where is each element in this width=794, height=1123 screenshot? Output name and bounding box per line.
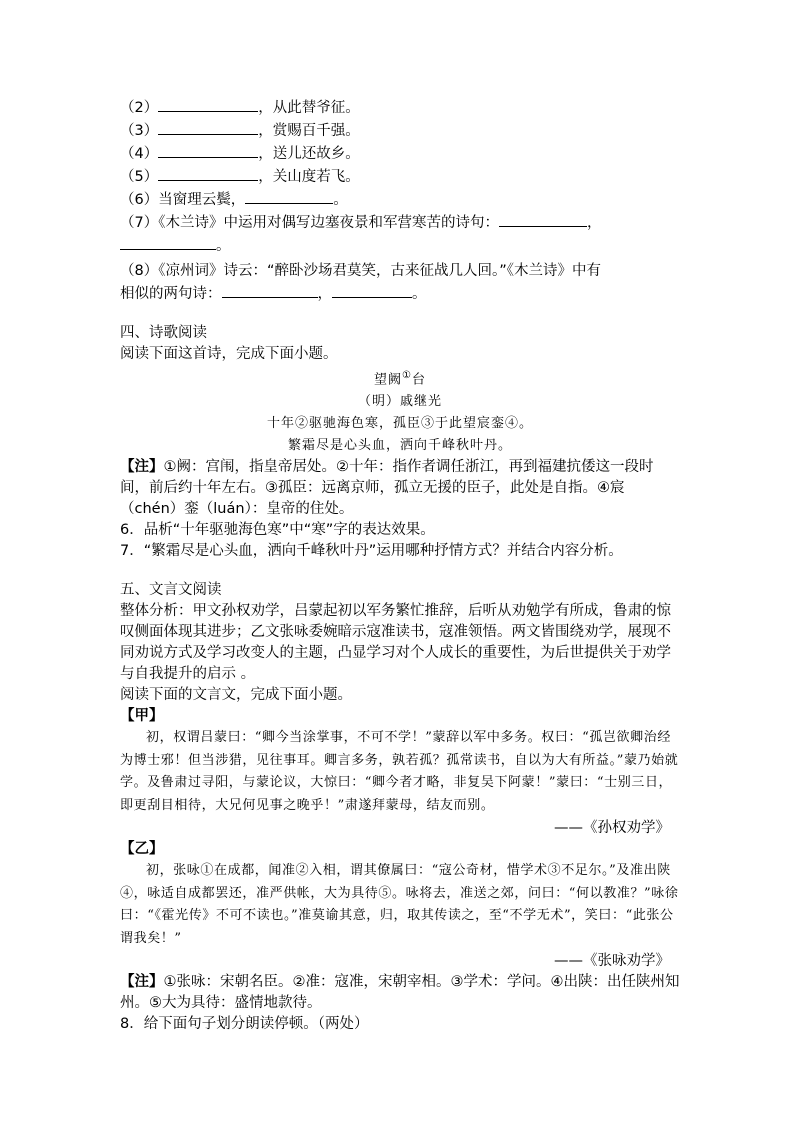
fill-question-7-cont — [120, 234, 680, 257]
verse-text: （6）当窗理云鬓， — [120, 192, 246, 208]
question-number: （4） — [120, 146, 159, 162]
question-number: （5） — [120, 169, 159, 185]
poetry-instruction: 阅读下面这首诗，完成下面小题。 — [120, 346, 338, 362]
section-title-classical: 五、文言文阅读 — [120, 582, 222, 599]
answer-blank[interactable] — [120, 234, 216, 250]
question-text: （8）《凉州词》诗云：“醉卧沙场君莫笑，古来征战几人回。”《木兰诗》中有 — [120, 263, 601, 279]
section-title-poetry: 四、诗歌阅读 — [120, 325, 207, 341]
verse-text: ，关山度若飞。 — [258, 169, 360, 185]
question-text: 相似的两句诗： — [120, 286, 222, 302]
answer-blank[interactable] — [222, 282, 318, 298]
poem-title — [120, 365, 680, 391]
answer-blank[interactable] — [158, 119, 258, 135]
note-label: 【注】 — [120, 459, 164, 476]
poem-title-text: 望阙 — [374, 372, 403, 388]
verse-text: ，赏赐百千强。 — [258, 123, 360, 139]
note-text: ①阙：宫闱，指皇帝居处。②十年：指作者调任浙江，再到福建抗倭这一段时间，前后约十年左右。③孤臣：远离京师，孤立无援的臣子，此处是自指。④宸（chén）銮（luán）：皇帝的住处。 — [120, 459, 654, 518]
poem-title-text-end: 台 — [411, 372, 426, 388]
spacer — [120, 305, 680, 323]
answer-blank[interactable] — [499, 211, 587, 227]
fill-question-6 — [120, 188, 680, 211]
text-yi-body: 初，张咏①在成都，闻准②入相，谓其僚属曰：“寇公奇材，惜学术③不足尔。”及准出陕④，咏适自成都罢还，准严供帐，大为具待⑤。咏将去，准送之郊，问曰：“何以教准？”咏徐曰：“《霍光传》不可不读也。”准莫谕其意，归，取其传读之，至“不学无术”，笑曰：“此张公谓我矣！” — [120, 863, 679, 946]
fill-question-3 — [120, 119, 680, 142]
text-jia-source: ——《孙权劝学》 — [554, 820, 670, 837]
fill-question-8-cont — [120, 282, 680, 305]
verse-text: ，送儿还故乡。 — [258, 146, 360, 162]
classical-notes — [120, 972, 680, 1014]
question-7: 7．“繁霜尽是心头血，洒向千峰秋叶丹”运用哪种抒情方式？并结合内容分析。 — [120, 543, 623, 560]
answer-blank[interactable] — [158, 165, 258, 181]
fill-question-7 — [120, 211, 680, 234]
poem-notes — [120, 457, 680, 520]
answer-blank[interactable] — [245, 188, 333, 204]
verse-text: 。 — [333, 192, 348, 208]
question-8: 8．给下面句子划分朗读停顿。（两处） — [120, 1016, 369, 1033]
text-jia-body: 初，权谓吕蒙曰：“卿今当涂掌事，不可不学！”蒙辞以军中多务。权曰：“孤岂欲卿治经为博士邪！但当涉猎，见往事耳。卿言多务，孰若孤？孤常读书，自以为大有所益。”蒙乃始就学。及鲁肃过寻阳，与蒙论议，大惊曰：“卿今者才略，非复吴下阿蒙！”蒙曰：“士别三日，即更刮目相待，大兄何见事之晚乎！”肃遂拜蒙母，结友而别。 — [120, 730, 679, 813]
note-text: ①张咏：宋朝名臣。②准：寇准，宋朝宰相。③学术：学问。④出陕：出任陕州知州。⑤大为具待：盛情地款待。 — [120, 974, 680, 1012]
overall-analysis: 整体分析：甲文孙权劝学，吕蒙起初以军务繁忙推辞，后听从劝勉学有所成，鲁肃的惊叹侧面体现其进步；乙文张咏委婉暗示寇准读书，寇准领悟。两文皆围绕劝学，展现不同劝说方式及学习改变人的主题，凸显学习对个人成长的重要性，为后世提供关于劝学与自我提升的启示 。 — [120, 603, 671, 683]
fill-question-5 — [120, 165, 680, 188]
question-number: （2） — [120, 100, 159, 116]
spacer — [120, 562, 680, 580]
answer-blank[interactable] — [158, 142, 258, 158]
poem-line-1: 十年②驱驰海色寒，孤臣③于此望宸銮④。 — [266, 416, 533, 432]
punctuation: 。 — [412, 286, 427, 302]
punctuation: ， — [586, 215, 602, 231]
fill-question-4 — [120, 142, 680, 165]
question-text: （7）《木兰诗》中运用对偶写边塞夜景和军营寒苦的诗句： — [120, 215, 499, 231]
document-page — [120, 96, 680, 1035]
text-yi-label: 【乙】 — [120, 841, 164, 858]
question-number: （3） — [120, 123, 159, 139]
footnote-marker: ① — [402, 370, 412, 381]
punctuation: ， — [317, 286, 332, 302]
classical-instruction: 阅读下面的文言文，完成下面小题。 — [120, 687, 352, 704]
poem-author: （明）戚继光 — [357, 394, 442, 410]
note-label: 【注】 — [120, 974, 164, 991]
punctuation: 。 — [216, 238, 231, 254]
answer-blank[interactable] — [158, 96, 258, 112]
text-jia-label: 【甲】 — [120, 708, 164, 725]
answer-blank[interactable] — [332, 282, 412, 298]
fill-question-2 — [120, 96, 680, 119]
poem-line-2: 繁霜尽是心头血，洒向千峰秋叶丹。 — [287, 438, 512, 454]
verse-text: ，从此替爷征。 — [258, 100, 360, 116]
question-6: 6．品析“十年驱驰海色寒”中“寒”字的表达效果。 — [120, 522, 435, 539]
text-yi-source: ——《张咏劝学》 — [554, 953, 670, 970]
fill-question-8 — [120, 261, 680, 282]
